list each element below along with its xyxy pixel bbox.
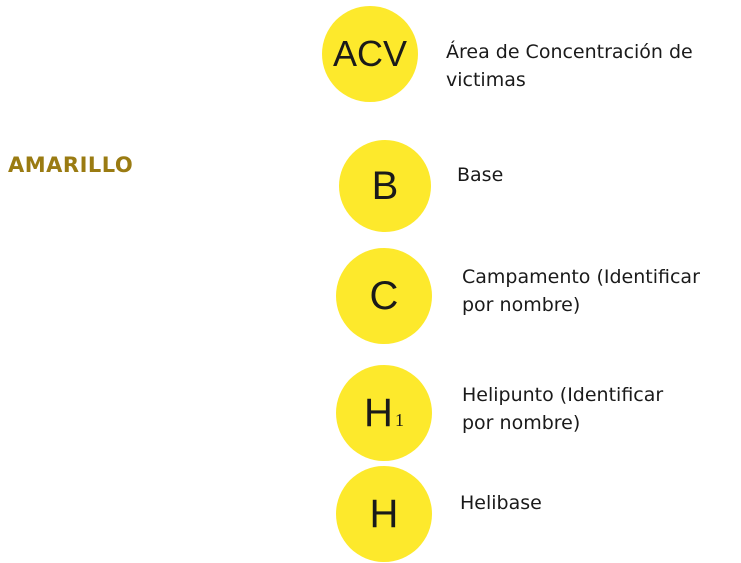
description-line: victimas (446, 69, 526, 91)
description-line: Helibase (460, 492, 542, 514)
symbol-campamento (336, 248, 432, 344)
symbol-base (339, 140, 431, 232)
symbol-acv (322, 6, 418, 102)
description-line: Base (457, 164, 504, 186)
symbol-text: H (369, 492, 399, 536)
symbol-text: B (371, 164, 399, 208)
description-base (457, 161, 503, 189)
symbol-text: C (369, 274, 399, 318)
description-line: Área de Concentración de (446, 41, 693, 63)
description-helibase (460, 489, 542, 517)
symbol-helipunto (336, 365, 432, 461)
symbol-text: H (364, 391, 393, 435)
description-line: por nombre) (462, 412, 581, 434)
description-helipunto (462, 381, 663, 437)
description-line: por nombre) (462, 294, 581, 316)
description-line: Campamento (Identificar (462, 266, 700, 288)
description-line: Helipunto (Identificar (462, 384, 664, 406)
description-acv (446, 38, 693, 94)
symbol-helibase (336, 466, 432, 562)
description-campamento (462, 263, 700, 319)
symbol-subscript: 1 (394, 410, 404, 430)
category-label: AMARILLO (8, 153, 134, 177)
symbol-text: ACV (332, 33, 408, 74)
